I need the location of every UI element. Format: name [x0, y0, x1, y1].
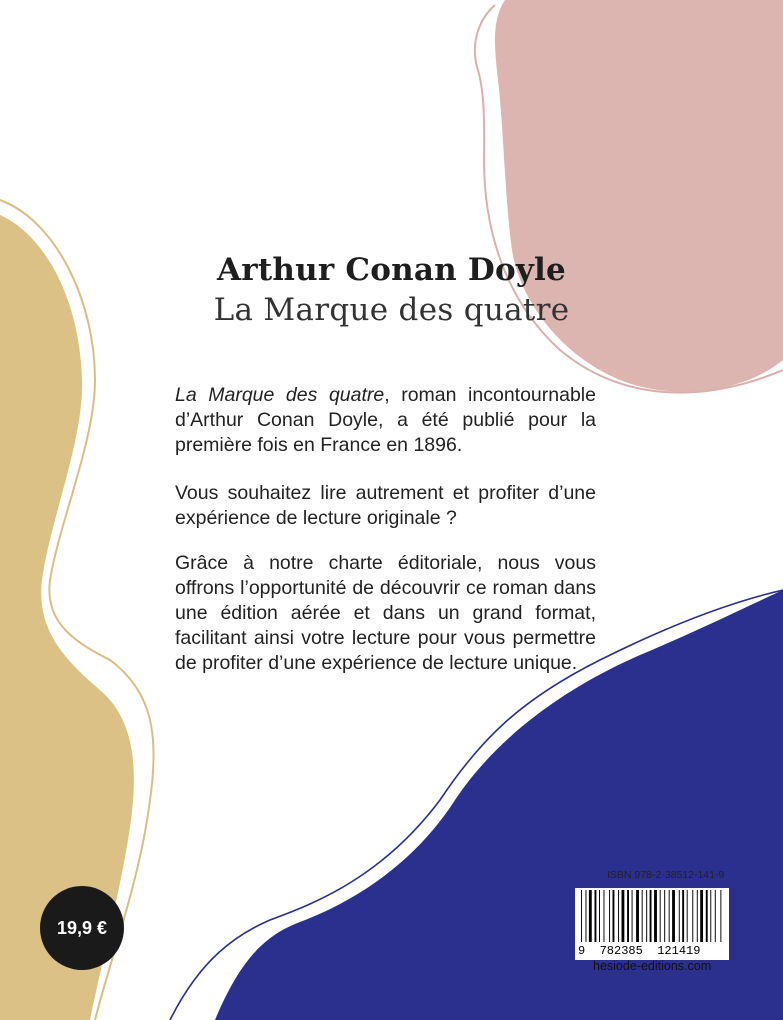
barcode-bar: [618, 890, 619, 942]
isbn-text: ISBN 978-2-38512-141-9: [607, 869, 725, 881]
barcode-bar: [604, 890, 605, 942]
barcode-bar: [622, 890, 625, 942]
barcode-bar: [672, 890, 675, 942]
book-title: La Marque des quatre: [213, 292, 570, 328]
barcode-bar: [589, 890, 592, 942]
barcode-bar: [627, 890, 629, 942]
barcode-bar: [687, 890, 688, 942]
barcode-bar: [609, 890, 610, 942]
barcode-bar: [664, 890, 665, 942]
blurb-p1-text: , roman incontournable d’Arthur Conan Doyle, a été publié pour la première fois en France en 1896.: [175, 384, 596, 456]
barcode-bar: [599, 890, 600, 942]
barcode-bar: [720, 890, 721, 942]
barcode-bar: [679, 890, 680, 942]
barcode-bars: [575, 888, 729, 944]
barcode-bar: [586, 890, 587, 942]
barcode-bar: [669, 890, 670, 942]
barcode-bar: [581, 890, 582, 942]
barcode-bar: [613, 890, 615, 942]
price-badge: [40, 886, 124, 970]
blurb-paragraph-3: Grâce à notre charte éditoriale, nous vous offrons l’opportunité de découvrir ce roman dans une édition aérée et dans un grand format, facilitant ainsi votre lecture pour vous permettre de profiter d’une expérience de lecture unique.: [175, 552, 596, 674]
barcode-bar: [650, 890, 652, 942]
barcode-bar: [715, 890, 716, 942]
barcode-bar: [636, 890, 639, 942]
barcode-bar: [595, 890, 597, 942]
author-name: Arthur Conan Doyle: [217, 252, 566, 288]
barcode-bar: [697, 890, 698, 942]
blurb-title-italic: La Marque des quatre: [175, 384, 385, 406]
barcode-bar: [706, 890, 708, 942]
barcode-bar: [660, 890, 661, 942]
barcode-bar: [646, 890, 647, 942]
blurb-paragraph-2: Vous souhaitez lire autrement et profiter d’une expérience de lecture originale ?: [175, 482, 596, 529]
barcode-bar: [682, 890, 684, 942]
price-text: 19,9 €: [56, 917, 108, 938]
barcode-bar: [710, 890, 711, 942]
barcode-bar: [632, 890, 633, 942]
barcode-bar: [700, 890, 703, 942]
barcode-bar: [654, 890, 657, 942]
publisher-website: hesiode-editions.com: [593, 959, 712, 973]
barcode-digits: 9 782385 121419: [578, 944, 728, 958]
barcode-bar: [692, 890, 693, 942]
barcode-bar: [642, 890, 643, 942]
blurb-paragraph-1: [175, 383, 596, 458]
pink-shape: [495, 0, 783, 392]
